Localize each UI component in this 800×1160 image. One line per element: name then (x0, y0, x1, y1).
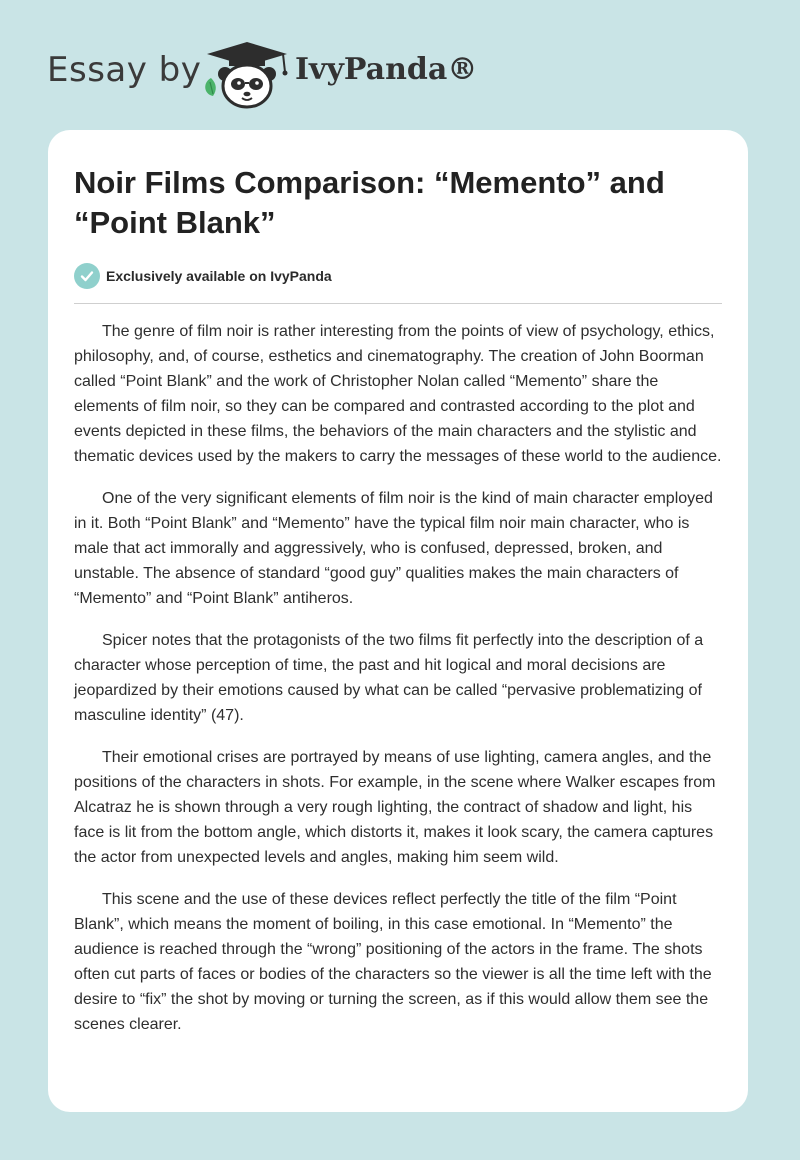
exclusive-badge (74, 263, 332, 289)
essay-card (48, 130, 748, 1112)
paragraph: Their emotional crises are portrayed by means of use lighting, camera angles, and the positions of the characters in shots. For example, in the scene where Walker escapes from Alcatraz he is shown through a very rough lighting, the contract of shadow and light, his face is lit from the bottom angle, which distorts it, makes it look scary, the camera captures the actor from unexpected levels and angles, making him seem wild. (74, 749, 716, 866)
essay-by-label: Essay by (47, 50, 202, 90)
paragraph: The genre of film noir is rather interesting from the points of view of psychology, ethics, philosophy, and, of course, esthetics and cinematography. The creation of John Boorman called “Point Blank” and the work of Christopher Nolan called “Memento” share the elements of film noir, so they can be compared and contrasted according to the plot and events depicted in these films, the behaviors of the main characters and the stylistic and thematic devices used by the makers to carry the messages of these world to the audience. (74, 323, 722, 465)
check-icon (74, 263, 100, 289)
site-header (0, 0, 800, 130)
badge-label: Exclusively available on IvyPanda (106, 268, 332, 284)
paragraph: Spicer notes that the protagonists of the two films fit perfectly into the description of a character whose perception of time, the past and hit logical and moral decisions are jeopardized by their emotions caused by what can be called “pervasive problematizing of masculine identity” (47). (74, 632, 704, 724)
panda-logo-icon[interactable] (201, 38, 293, 110)
divider (74, 303, 722, 304)
paragraph: This scene and the use of these devices reflect perfectly the title of the film “Point Blank”, which means the moment of boiling, in this case emotional. In “Memento” the audience is reached through the “wrong” positioning of the actors in the frame. The shots often cut parts of faces or bodies of the characters so the viewer is all the time left with the desire to “fix” the shot by moving or turning the screen, as if this would allow them see the scenes clearer. (74, 891, 712, 1033)
paragraph: One of the very significant elements of film noir is the kind of main character employed in it. Both “Point Blank” and “Memento” have the typical film noir main character, who is male that act immorally and aggressively, who is confused, depressed, broken, and unstable. The absence of standard “good guy” qualities makes the main characters of “Memento” and “Point Blank” antiheros. (74, 490, 713, 607)
page-title: Noir Films Comparison: “Memento” and “Point Blank” (74, 165, 665, 240)
brand-name[interactable]: IvyPanda® (295, 52, 478, 87)
essay-body (74, 319, 724, 1054)
